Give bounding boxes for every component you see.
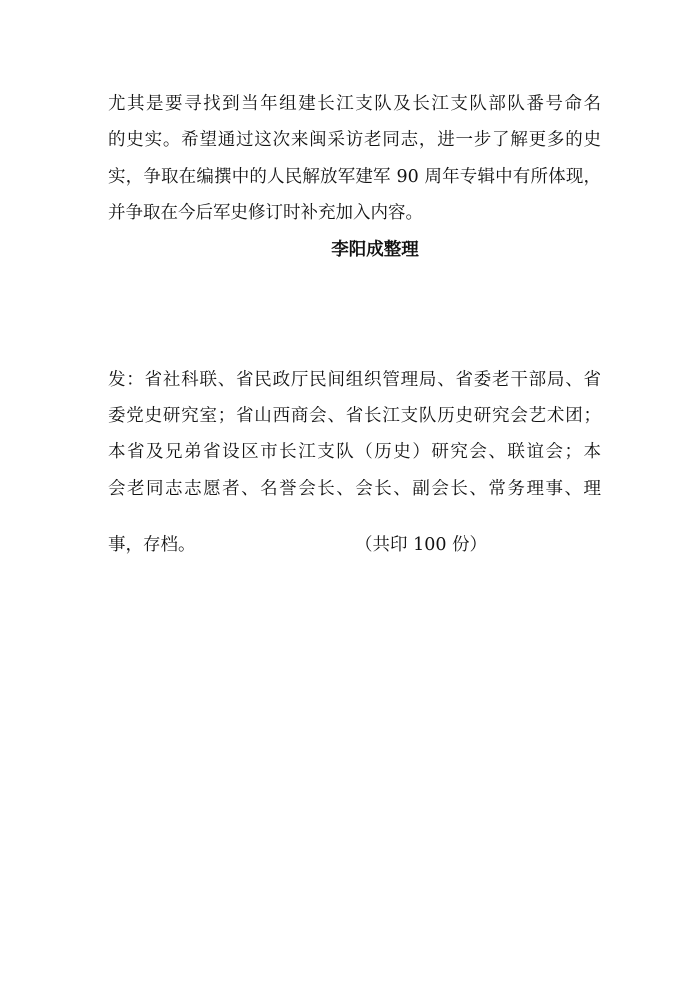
print-count: （共印 100 份） [355,535,488,555]
body-line-1: 尤其是要寻找到当年组建长江支队及长江支队部队番号命名 [108,94,601,114]
distribution-line-1: 发：省社科联、省民政厅民间组织管理局、省委老干部局、省 [108,370,601,390]
body-line-2: 的史实。希望通过这次来闽采访老同志，进一步了解更多的史 [108,130,601,150]
body-line-4: 并争取在今后军史修订时补充加入内容。 [108,203,423,223]
distribution-line-4: 会老同志志愿者、名誉会长、会长、副会长、常务理事、理 [108,479,601,499]
distribution-line-3: 本省及兄弟省设区市长江支队（历史）研究会、联谊会；本 [108,442,601,462]
signature: 李阳成整理 [331,240,419,260]
distribution-line-5: 事，存档。 [108,535,196,555]
distribution-line-2: 委党史研究室；省山西商会、省长江支队历史研究会艺术团； [108,406,601,426]
body-line-3: 实，争取在编撰中的人民解放军建军 90 周年专辑中有所体现， [108,167,601,187]
